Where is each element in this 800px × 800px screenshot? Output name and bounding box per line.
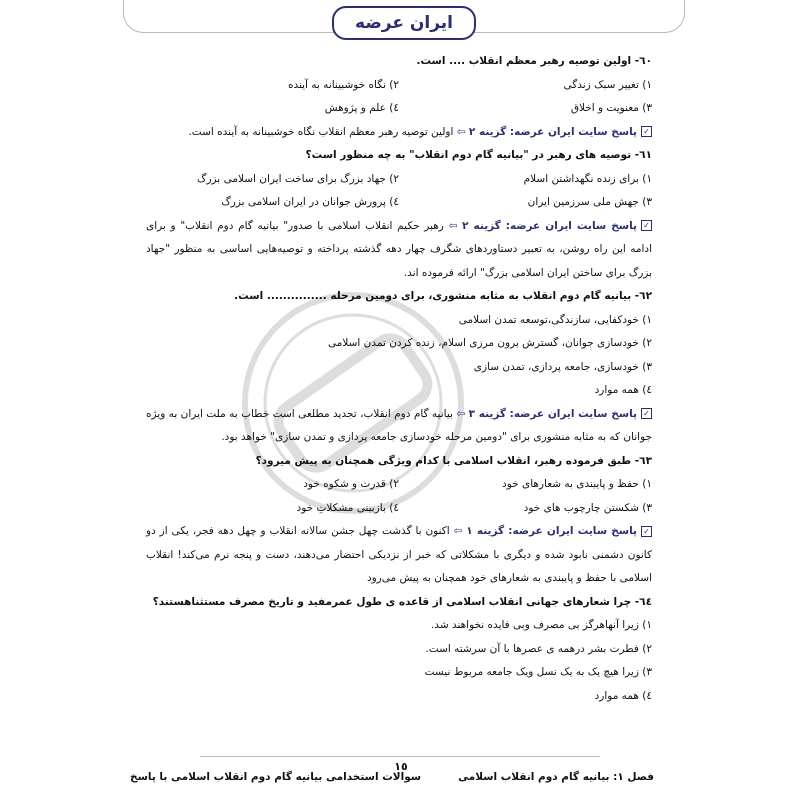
footer-book-title: سوالات استخدامی بیانیه گام دوم انقلاب اسلامی با پاسخ <box>130 771 422 783</box>
options-row <box>146 497 652 521</box>
checkbox-icon: ✓ <box>641 126 652 137</box>
options-row <box>146 473 652 497</box>
page-number: ١٥ <box>394 760 408 773</box>
answer-label: پاسخ سایت ایران عرضه: گزینه ١ <box>466 525 638 537</box>
option: ١) برای زنده نگهداشتن اسلام <box>523 172 652 185</box>
option: ٣) خودسازی، جامعه پردازی، تمدن سازی <box>473 360 652 373</box>
checkbox-icon: ✓ <box>641 408 652 419</box>
question-60: ٦٠- اولین توصیه رهبر معظم انقلاب .... است. <box>416 55 652 67</box>
checkbox-icon: ✓ <box>641 526 652 537</box>
answer-label: پاسخ سایت ایران عرضه: گزینه ٢ <box>462 219 638 232</box>
arrow-icon: ⇦ <box>453 525 463 537</box>
answer-text: بیانیه گام دوم انقلاب، تجدید مطلعی است خطاب به ملت ایران به ویژه جوانان که به مثابه منشوری برای "دومین مرحله خودسازی جامعه پردازی و تمدن سازی" خواهد بود. <box>146 407 652 443</box>
option: ٢) قدرت و شکوه خود <box>303 478 399 490</box>
option: ٤) علم و پژوهش <box>324 102 399 114</box>
site-logo <box>332 6 476 40</box>
option: ١) خودکفایی، سازندگی،توسعه تمدن اسلامی <box>458 313 652 326</box>
answer-text: رهبر حکیم انقلاب اسلامی با صدور" بیانیه گام دوم انقلاب" و برای ادامه این راه روشن، به تعبیر دستاوردهای شگرف چهار دهه گذشته پرداخته و توصیه‌هایی اساسی به منظور "جهاد بزرگ برای ساختن ایران اسلامی بزرگ" ارائه فرموده اند. <box>146 219 652 279</box>
options-row <box>146 74 652 98</box>
arrow-icon: ⇦ <box>456 407 466 420</box>
option: ٢) فطرت بشر درهمه ی عصرها با آن سرشته است. <box>425 642 652 655</box>
option: ٢) جهاد بزرگ برای ساخت ایران اسلامی بزرگ <box>197 172 399 185</box>
option: ٤) همه موارد <box>594 689 652 702</box>
option: ٣) شکستن چارچوب های خود <box>523 501 652 514</box>
option: ١) حفظ و پایبندی به شعارهای خود <box>502 478 652 490</box>
footer-divider <box>200 756 600 757</box>
answer-62 <box>146 403 652 450</box>
option: ٣) معنویت و اخلاق <box>570 102 652 114</box>
checkbox-icon: ✓ <box>641 220 652 231</box>
option: ٤) همه موارد <box>594 384 652 396</box>
option: ٢) نگاه خوشبینانه به آینده <box>287 78 399 91</box>
arrow-icon: ⇦ <box>448 219 458 232</box>
answer-text: اکنون با گذشت چهل جشن سالانه انقلاب و چهل دهه فجر، یکی از دو کانون دشمنی نابود شده و دیگری با مشکلاتی که خبر از نزدیکی احتضار می‌دهند، دست و پنجه نرم می‌کند! انقلاب اسلامی با حفظ و پایبندی به شعارهای خود همچنان به پیش می‌رود <box>146 525 652 584</box>
answer-text: اولین توصیه رهبر معظم انقلاب نگاه خوشبینانه به آینده است. <box>188 125 454 138</box>
options-row <box>146 97 652 121</box>
question-61: ٦١- توصیه های رهبر در "بیانیه گام دوم انقلاب" به چه منظور است؟ <box>305 149 652 161</box>
option: ٣) زیرا هیچ یک به یک نسل ویک جامعه مربوط نیست <box>424 666 652 678</box>
page-content <box>146 50 652 708</box>
logo-text: ایران عرضه <box>355 13 453 33</box>
option: ٣) جهش ملی سرزمین ایران <box>527 196 652 208</box>
question-62: ٦٢- بیانیه گام دوم انقلاب به مثابه منشوری، برای دومین مرحله ............... است. <box>234 290 652 302</box>
options-row <box>146 168 652 192</box>
option: ١) زیرا آنهاهرگز بی مصرف وبی فایده نخواهند شد. <box>430 619 652 631</box>
answer-61 <box>146 215 652 286</box>
option: ٤) پرورش جوانان در ایران اسلامی بزرگ <box>221 196 399 208</box>
answer-label: پاسخ سایت ایران عرضه: گزینه ٢ <box>468 125 637 138</box>
option: ٢) خودسازی جوانان، گسترش برون مرزی اسلام، زنده کردن تمدن اسلامی <box>327 337 652 349</box>
question-64: ٦٤- چرا شعارهای جهانی انقلاب اسلامی از قاعده ی طول عمرمفید و تاریخ مصرف مستثناهستند؟ <box>152 595 652 608</box>
options-row <box>146 191 652 215</box>
option: ١) تغییر سبک زندگی <box>563 78 652 91</box>
option: ٤) بازبینی مشکلاتِ خود <box>296 501 399 514</box>
footer-chapter: فصل ١: بیانیه گام دوم انقلاب اسلامی <box>458 771 654 783</box>
answer-60 <box>146 121 652 145</box>
question-63: ٦٣- طبق فرموده رهبر، انقلاب اسلامی با کدام ویژگی همچنان به پیش میرود؟ <box>255 454 652 467</box>
answer-label: پاسخ سایت ایران عرضه: گزینه ٣ <box>468 407 637 420</box>
arrow-icon: ⇦ <box>456 125 466 138</box>
answer-63 <box>146 520 652 591</box>
